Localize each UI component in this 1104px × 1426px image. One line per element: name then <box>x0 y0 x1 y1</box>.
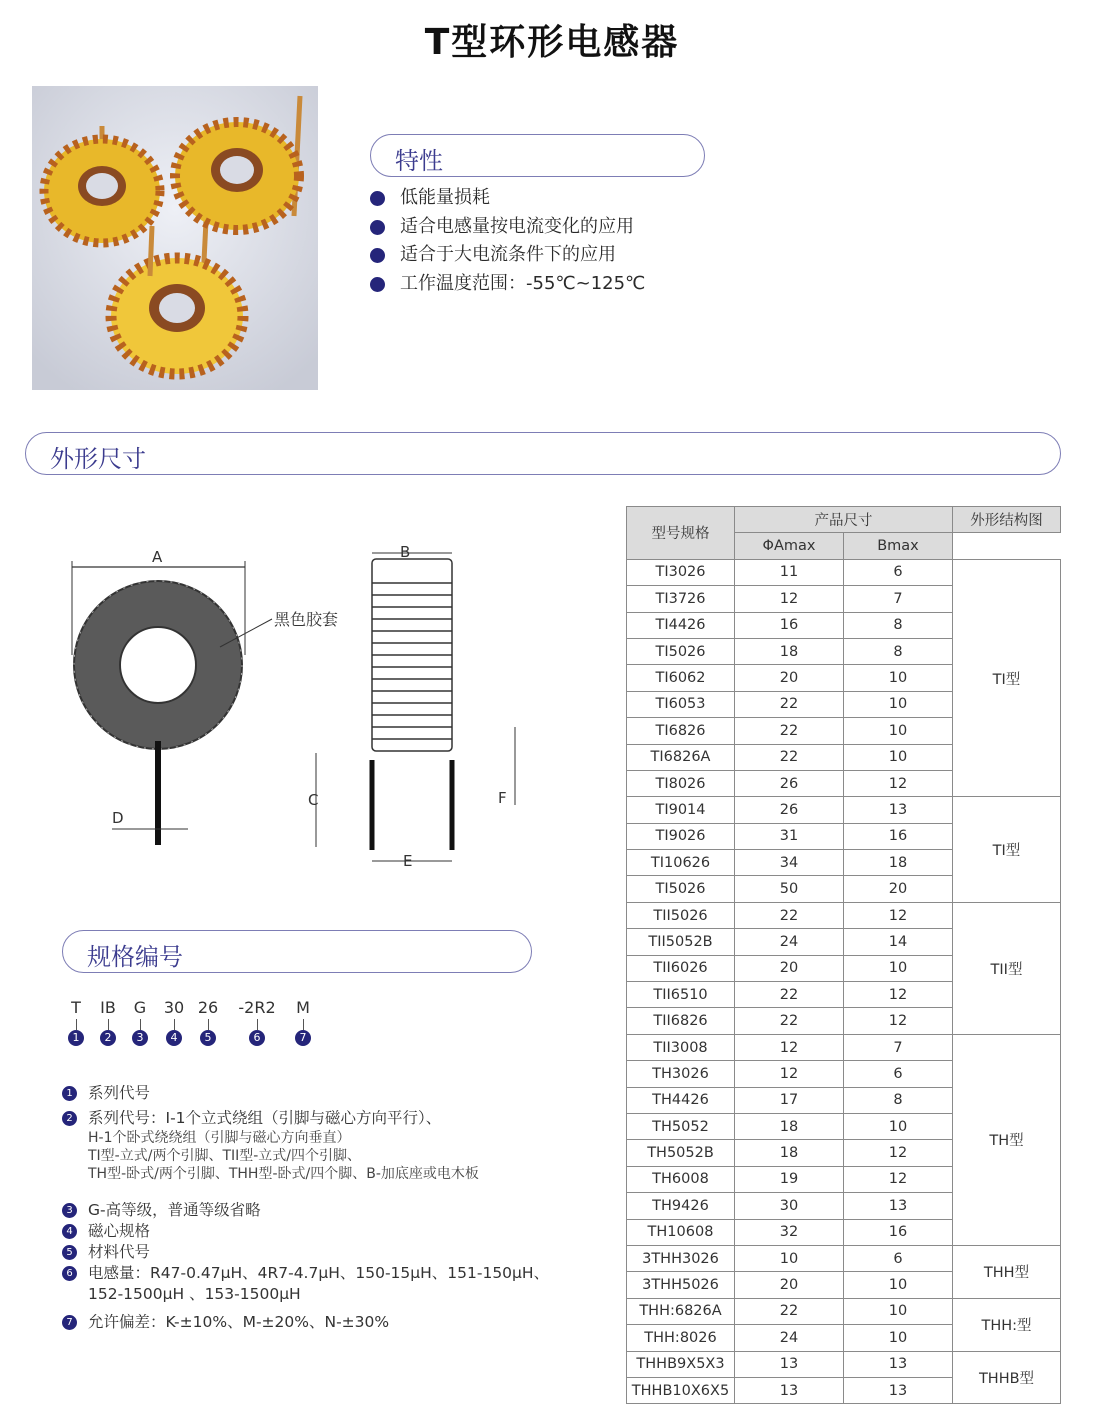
cell-b-max: 10 <box>844 1298 953 1324</box>
cell-a-max: 17 <box>735 1087 844 1113</box>
table-row <box>627 1298 1061 1324</box>
cell-model: TH6008 <box>627 1166 735 1192</box>
label-d: D <box>112 809 124 827</box>
cell-a-max: 19 <box>735 1166 844 1192</box>
cell-b-max: 12 <box>844 770 953 796</box>
cell-b-max: 7 <box>844 1034 953 1060</box>
dimensions-heading-box <box>25 432 1061 475</box>
spec-code-heading: 规格编号 <box>87 943 183 971</box>
cell-model: TI6826 <box>627 718 735 744</box>
cell-b-max: 13 <box>844 1377 953 1403</box>
spec-code-example <box>62 998 362 1048</box>
cell-b-max: 7 <box>844 586 953 612</box>
spec-table <box>626 506 1061 1404</box>
cell-model: TI10626 <box>627 850 735 876</box>
cell-structure: TI型 <box>953 559 1061 797</box>
cell-structure: THH型 <box>953 1245 1061 1298</box>
table-row <box>627 1034 1061 1060</box>
feature-item: 工作温度范围：-55℃~125℃ <box>370 270 645 299</box>
cell-b-max: 10 <box>844 718 953 744</box>
label-c: C <box>308 791 319 809</box>
header-model: 型号规格 <box>627 507 735 560</box>
cell-b-max: 13 <box>844 1193 953 1219</box>
definition-item: 2 系列代号：I-1个立式绕组（引脚与磁心方向平行）、 H-1个卧式绕绕组（引脚与磁心方向垂直） TI型-立式/两个引脚、TII型-立式/四个引脚、 TH型-卧式/两个引脚、THH型-卧式/四个脚、B-加底座或电木板 <box>62 1108 602 1183</box>
cell-b-max: 6 <box>844 1061 953 1087</box>
features-heading-box <box>370 134 705 177</box>
cell-a-max: 20 <box>735 955 844 981</box>
label-e: E <box>403 852 413 870</box>
code-part-number: 5 <box>200 1030 216 1046</box>
cell-b-max: 14 <box>844 929 953 955</box>
code-part-number: 6 <box>249 1030 265 1046</box>
cell-model: TH5052 <box>627 1113 735 1139</box>
cell-a-max: 22 <box>735 718 844 744</box>
cell-a-max: 13 <box>735 1351 844 1377</box>
label-f: F <box>498 789 507 807</box>
definition-item: 3 G-高等级，普通等级省略 <box>62 1200 602 1221</box>
cell-model: THHB10X6X5 <box>627 1377 735 1403</box>
code-part: -2R2 <box>238 998 276 1017</box>
cell-structure: TI型 <box>953 797 1061 903</box>
code-part: IB <box>100 998 116 1017</box>
bullet-icon <box>370 220 385 235</box>
cell-model: TII6826 <box>627 1008 735 1034</box>
cell-structure: THHB型 <box>953 1351 1061 1404</box>
cell-model: THH:8026 <box>627 1325 735 1351</box>
cell-b-max: 10 <box>844 665 953 691</box>
code-part: 30 <box>163 998 185 1017</box>
definition-item: 4 磁心规格 <box>62 1221 602 1242</box>
header-structure: 外形结构图 <box>953 507 1061 533</box>
code-part: M <box>296 998 310 1017</box>
cell-model: TH4426 <box>627 1087 735 1113</box>
feature-item: 低能量损耗 <box>370 184 645 213</box>
cell-model: 3THH3026 <box>627 1245 735 1271</box>
cell-b-max: 13 <box>844 1351 953 1377</box>
code-part-number: 2 <box>100 1030 116 1046</box>
cell-model: TI6053 <box>627 691 735 717</box>
cell-b-max: 12 <box>844 1166 953 1192</box>
cell-a-max: 34 <box>735 850 844 876</box>
cell-model: TII3008 <box>627 1034 735 1060</box>
cell-a-max: 12 <box>735 586 844 612</box>
cell-a-max: 30 <box>735 1193 844 1219</box>
cell-b-max: 10 <box>844 744 953 770</box>
cell-model: TI9014 <box>627 797 735 823</box>
cell-a-max: 22 <box>735 744 844 770</box>
cell-model: TH9426 <box>627 1193 735 1219</box>
cell-a-max: 12 <box>735 1061 844 1087</box>
label-b: B <box>400 543 411 561</box>
cell-b-max: 20 <box>844 876 953 902</box>
cell-model: TII6510 <box>627 982 735 1008</box>
definition-item: 7 允许偏差：K-±10%、M-±20%、N-±30% <box>62 1312 602 1333</box>
code-part: G <box>133 998 147 1017</box>
spec-code-definitions <box>62 1083 602 1333</box>
dimensions-heading: 外形尺寸 <box>50 445 146 473</box>
cell-model: TI8026 <box>627 770 735 796</box>
cell-b-max: 16 <box>844 823 953 849</box>
cell-model: TII6026 <box>627 955 735 981</box>
cell-model: THHB9X5X3 <box>627 1351 735 1377</box>
feature-item: 适合于大电流条件下的应用 <box>370 241 645 270</box>
features-heading: 特性 <box>395 147 443 175</box>
cell-b-max: 12 <box>844 982 953 1008</box>
cell-a-max: 18 <box>735 638 844 664</box>
table-row <box>627 1351 1061 1377</box>
cell-b-max: 10 <box>844 1113 953 1139</box>
cell-structure: THH:型 <box>953 1298 1061 1351</box>
cell-model: TII5026 <box>627 902 735 928</box>
cell-b-max: 12 <box>844 902 953 928</box>
cell-model: TH3026 <box>627 1061 735 1087</box>
cell-model: TH5052B <box>627 1140 735 1166</box>
header-size: 产品尺寸 <box>735 507 953 533</box>
features-list <box>370 184 645 298</box>
cell-model: TI5026 <box>627 638 735 664</box>
cell-b-max: 8 <box>844 638 953 664</box>
label-sleeve: 黑色胶套 <box>274 610 339 629</box>
bullet-icon <box>370 248 385 263</box>
definition-item: 6 电感量：R47-0.47μH、4R7-4.7μH、150-15μH、151-150μH、 152-1500μH 、153-1500μH <box>62 1263 602 1305</box>
header-a-max: ΦAmax <box>735 533 844 559</box>
cell-b-max: 10 <box>844 955 953 981</box>
cell-b-max: 8 <box>844 612 953 638</box>
cell-b-max: 10 <box>844 1272 953 1298</box>
cell-b-max: 13 <box>844 797 953 823</box>
cell-b-max: 10 <box>844 1325 953 1351</box>
cell-a-max: 18 <box>735 1113 844 1139</box>
definition-item: 1 系列代号 <box>62 1083 602 1104</box>
cell-a-max: 22 <box>735 1008 844 1034</box>
bullet-icon <box>370 277 385 292</box>
cell-b-max: 12 <box>844 1008 953 1034</box>
cell-a-max: 24 <box>735 929 844 955</box>
table-row <box>627 559 1061 585</box>
cell-model: TI6826A <box>627 744 735 770</box>
cell-structure: TH型 <box>953 1034 1061 1245</box>
cell-a-max: 20 <box>735 1272 844 1298</box>
cell-b-max: 8 <box>844 1087 953 1113</box>
cell-a-max: 31 <box>735 823 844 849</box>
cell-a-max: 16 <box>735 612 844 638</box>
cell-a-max: 22 <box>735 982 844 1008</box>
cell-model: TI3726 <box>627 586 735 612</box>
code-part-number: 3 <box>132 1030 148 1046</box>
cell-b-max: 6 <box>844 1245 953 1271</box>
cell-model: TH10608 <box>627 1219 735 1245</box>
cell-a-max: 26 <box>735 797 844 823</box>
cell-a-max: 13 <box>735 1377 844 1403</box>
cell-model: TI6062 <box>627 665 735 691</box>
bullet-icon <box>370 191 385 206</box>
code-part-number: 4 <box>166 1030 182 1046</box>
code-part: T <box>71 998 81 1017</box>
label-a: A <box>152 548 163 566</box>
cell-a-max: 12 <box>735 1034 844 1060</box>
cell-a-max: 11 <box>735 559 844 585</box>
cell-model: THH:6826A <box>627 1298 735 1324</box>
cell-a-max: 22 <box>735 902 844 928</box>
cell-a-max: 18 <box>735 1140 844 1166</box>
page-title: T型环形电感器 <box>424 22 680 63</box>
cell-a-max: 26 <box>735 770 844 796</box>
cell-a-max: 20 <box>735 665 844 691</box>
cell-b-max: 16 <box>844 1219 953 1245</box>
cell-model: TI4426 <box>627 612 735 638</box>
header-b-max: Bmax <box>844 533 953 559</box>
code-part-number: 1 <box>68 1030 84 1046</box>
cell-a-max: 32 <box>735 1219 844 1245</box>
cell-a-max: 22 <box>735 691 844 717</box>
cell-model: TI5026 <box>627 876 735 902</box>
table-row <box>627 797 1061 823</box>
spec-code-heading-box <box>62 930 532 973</box>
dimension-drawing <box>60 535 540 870</box>
product-photo <box>32 86 318 390</box>
cell-a-max: 24 <box>735 1325 844 1351</box>
cell-b-max: 10 <box>844 691 953 717</box>
cell-a-max: 10 <box>735 1245 844 1271</box>
table-row <box>627 1245 1061 1271</box>
cell-model: 3THH5026 <box>627 1272 735 1298</box>
cell-a-max: 22 <box>735 1298 844 1324</box>
table-row <box>627 902 1061 928</box>
cell-model: TII5052B <box>627 929 735 955</box>
cell-b-max: 18 <box>844 850 953 876</box>
feature-item: 适合电感量按电流变化的应用 <box>370 213 645 242</box>
cell-a-max: 50 <box>735 876 844 902</box>
cell-model: TI9026 <box>627 823 735 849</box>
cell-b-max: 12 <box>844 1140 953 1166</box>
cell-structure: TII型 <box>953 902 1061 1034</box>
code-part-number: 7 <box>295 1030 311 1046</box>
code-part: 26 <box>197 998 219 1017</box>
cell-b-max: 6 <box>844 559 953 585</box>
cell-model: TI3026 <box>627 559 735 585</box>
definition-item: 5 材料代号 <box>62 1242 602 1263</box>
